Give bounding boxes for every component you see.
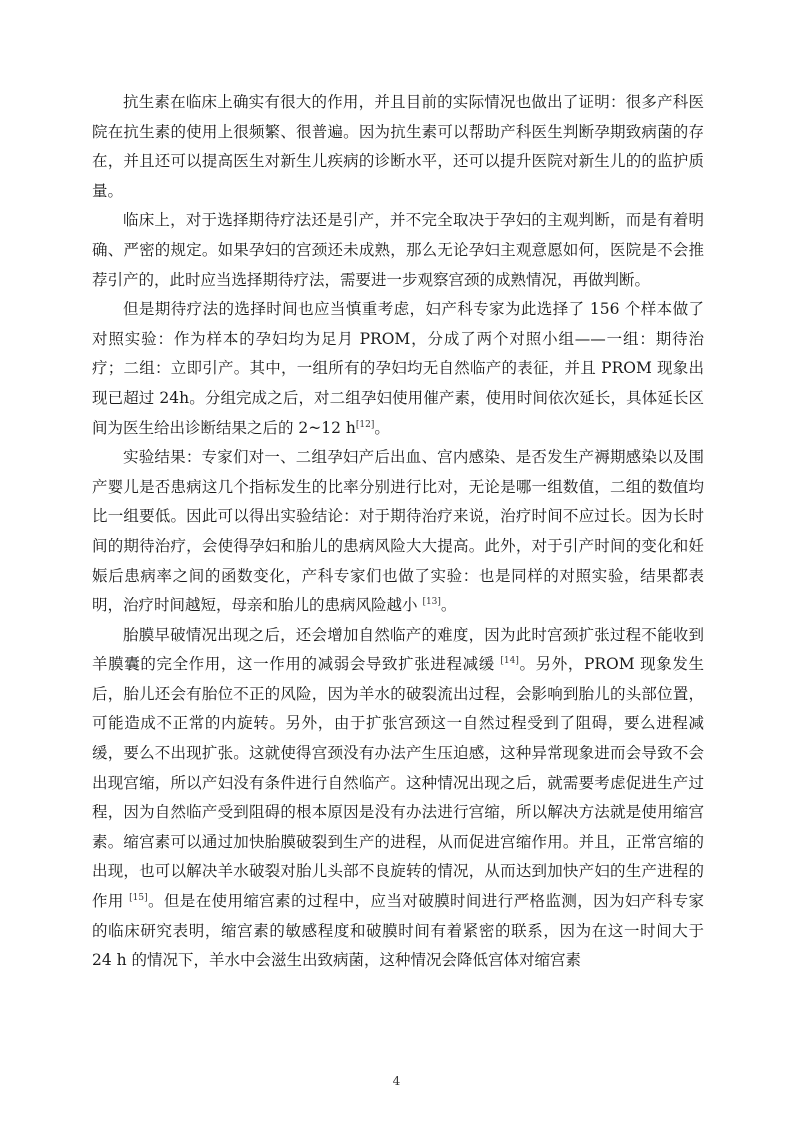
paragraph-text: 胎膜早破情况出现之后，还会增加自然临产的难度，因为此时宫颈扩张过程不能收到羊膜囊的完全作用，这一作用的减弱会导致扩张进程减缓: [92, 625, 704, 674]
citation-ref: [13]: [422, 597, 441, 608]
paragraph-text: 。但是在使用缩宫素的过程中，应当对破膜时间进行严格监测，因为妇产科专家的临床研究表明，缩宫素的敏感程度和破膜时间有着紧密的联系，因为在这一时间大于 24 h 的情况下，羊水中会滋生出致病菌，这种情况会降低宫体对缩宫素: [92, 892, 704, 970]
paragraph: [92, 88, 704, 206]
citation-ref: [14]: [500, 656, 519, 667]
paragraph: [92, 443, 704, 621]
paragraph-text: 。: [440, 596, 457, 615]
paragraph: [92, 206, 704, 295]
paragraph-text: 临床上，对于选择期待疗法还是引产，并不完全取决于孕妇的主观判断，而是有着明确、严密的规定。如果孕妇的宫颈还未成熟，那么无论孕妇主观意愿如何，医院是不会推荐引产的，此时应当选择期待疗法，需要进一步观察宫颈的成熟情况，再做判断。: [92, 211, 704, 289]
paragraph-text: 实验结果：专家们对一、二组孕妇产后出血、宫内感染、是否发生产褥期感染以及围产婴儿是否患病这几个指标发生的比率分别进行比对，无论是哪一组数值，二组的数值均比一组要低。因此可以得出实验结论：对于期待治疗来说，治疗时间不应过长。因为长时间的期待治疗，会使得孕妇和胎儿的患病风险大大提高。此外，对于引产时间的变化和妊娠后患病率之间的函数变化，产科专家们也做了实验：也是同样的对照实验，结果都表明，治疗时间越短，母亲和胎儿的患病风险越小: [92, 448, 704, 615]
citation-ref: [12]: [355, 419, 375, 430]
paragraph: [92, 295, 704, 443]
paragraph: [92, 621, 704, 976]
citation-ref: [15]: [129, 893, 148, 904]
paragraph-text: 。: [374, 418, 390, 437]
paragraph-text: 但是期待疗法的选择时间也应当慎重考虑，妇产科专家为此选择了 156 个样本做了对照实验：作为样本的孕妇均为足月 PROM，分成了两个对照小组——一组：期待治疗；二组：立即引产。其中，一组所有的孕妇均无自然临产的表征，并且 PROM 现象出现已超过 24h。分组完成之后，对二组孕妇使用催产素，使用时间依次延长，具体延长区间为医生给出诊断结果之后的 2~12 h: [92, 300, 704, 437]
paragraph-text: 抗生素在临床上确实有很大的作用，并且目前的实际情况也做出了证明：很多产科医院在抗生素的使用上很频繁、很普遍。因为抗生素可以帮助产科医生判断孕期致病菌的存在，并且还可以提高医生对新生儿疾病的诊断水平，还可以提升医院对新生儿的的监护质量。: [92, 93, 704, 200]
page-number: 4: [392, 1074, 401, 1088]
body-text: [92, 88, 704, 976]
paragraph-text: 。另外，PROM 现象发生后，胎儿还会有胎位不正的风险，因为羊水的破裂流出过程，会影响到胎儿的头部位置，可能造成不正常的内旋转。另外，由于扩张宫颈这一自然过程受到了阻碍，要么进程减缓，要么不出现扩张。这就使得宫颈没有办法产生压迫感，这种异常现象进而会导致不会出现宫缩，所以产妇没有条件进行自然临产。这种情况出现之后，就需要考虑促进生产过程，因为自然临产受到阻碍的根本原因是没有办法进行宫缩，所以解决方法就是使用缩宫素。缩宫素可以通过加快胎膜破裂到生产的进程，从而促进宫缩作用。并且，正常宫缩的出现，也可以解决羊水破裂对胎儿头部不良旋转的情况，从而达到加快产妇的生产进程的作用: [92, 655, 705, 911]
